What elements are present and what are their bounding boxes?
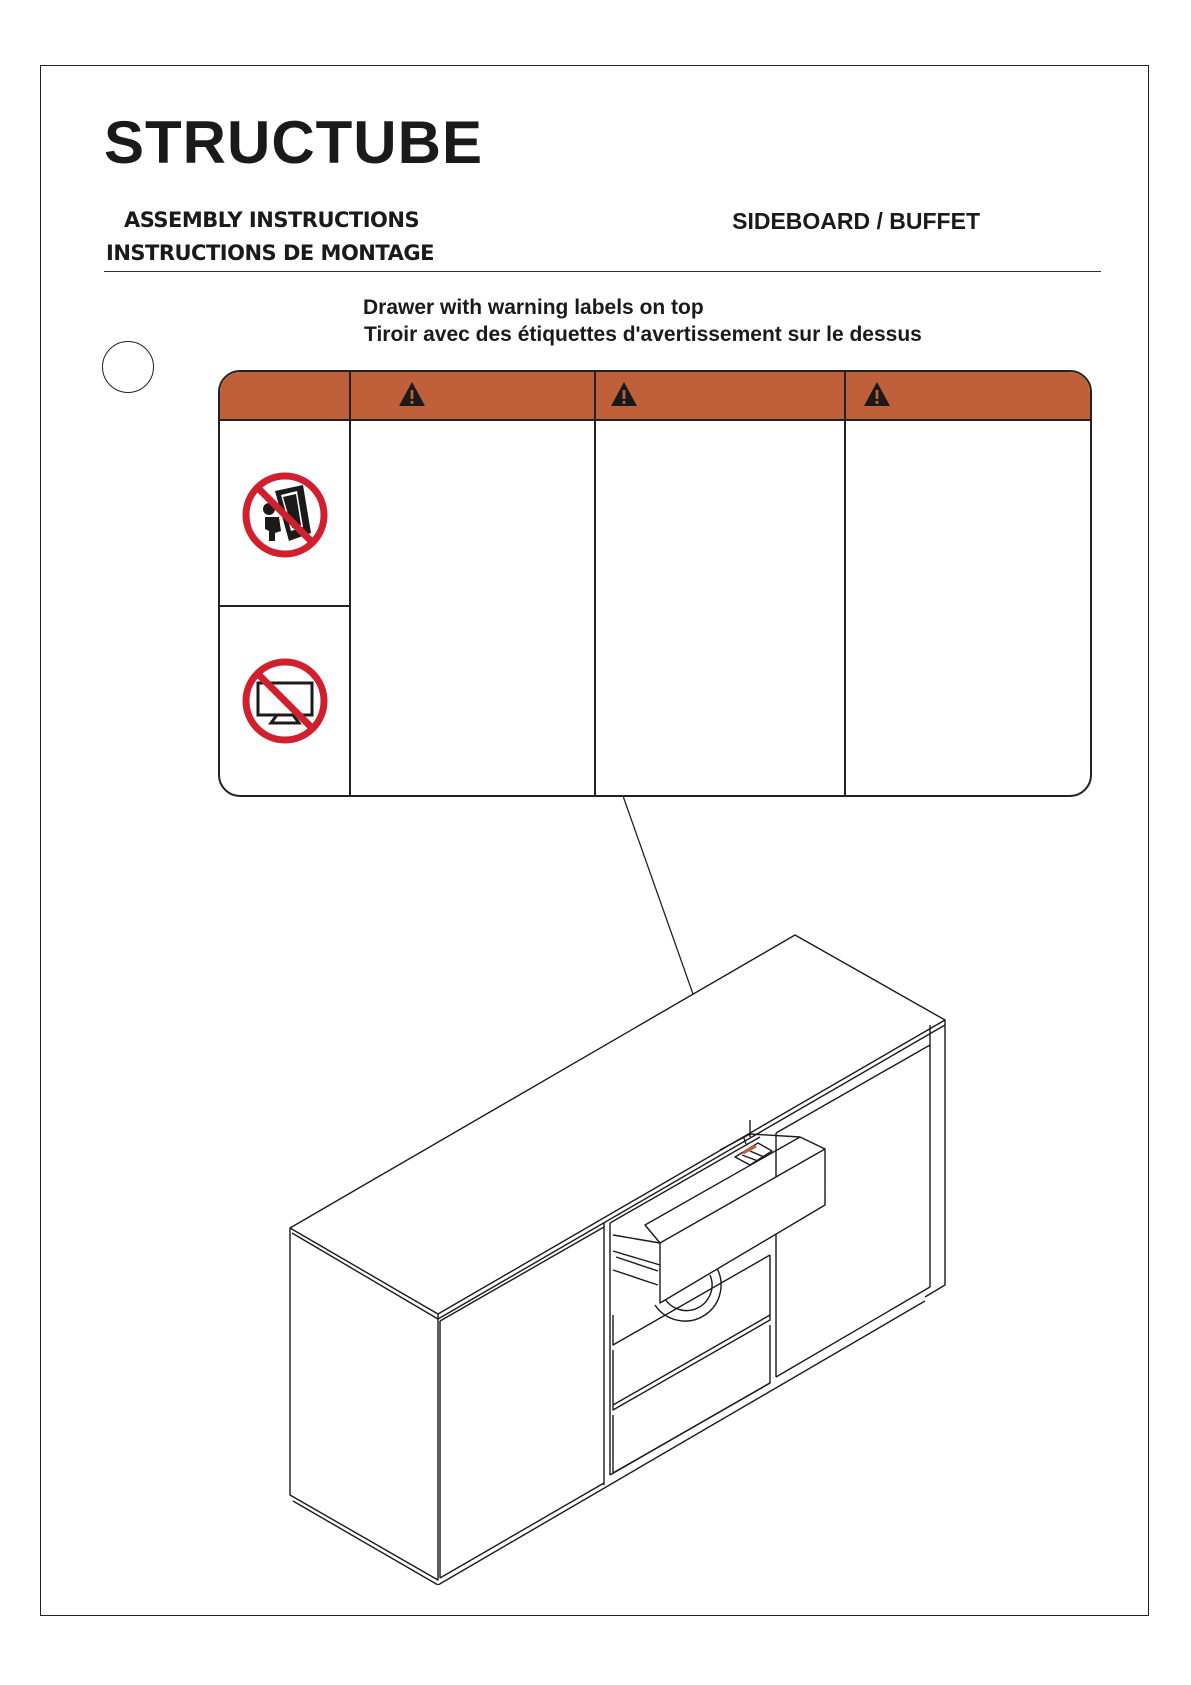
sideboard-illustration [280, 925, 950, 1585]
caption-fr: Tiroir avec des étiquettes d'avertissement sur le dessus [364, 323, 922, 346]
assembly-title-fr: INSTRUCTIONS DE MONTAGE [106, 241, 434, 265]
assembly-title-en: ASSEMBLY INSTRUCTIONS [124, 208, 420, 232]
product-name: SIDEBOARD / BUFFET [732, 208, 980, 234]
caption-en: Drawer with warning labels on top [363, 296, 704, 319]
brand-logo: STRUCTUBE [104, 109, 483, 176]
